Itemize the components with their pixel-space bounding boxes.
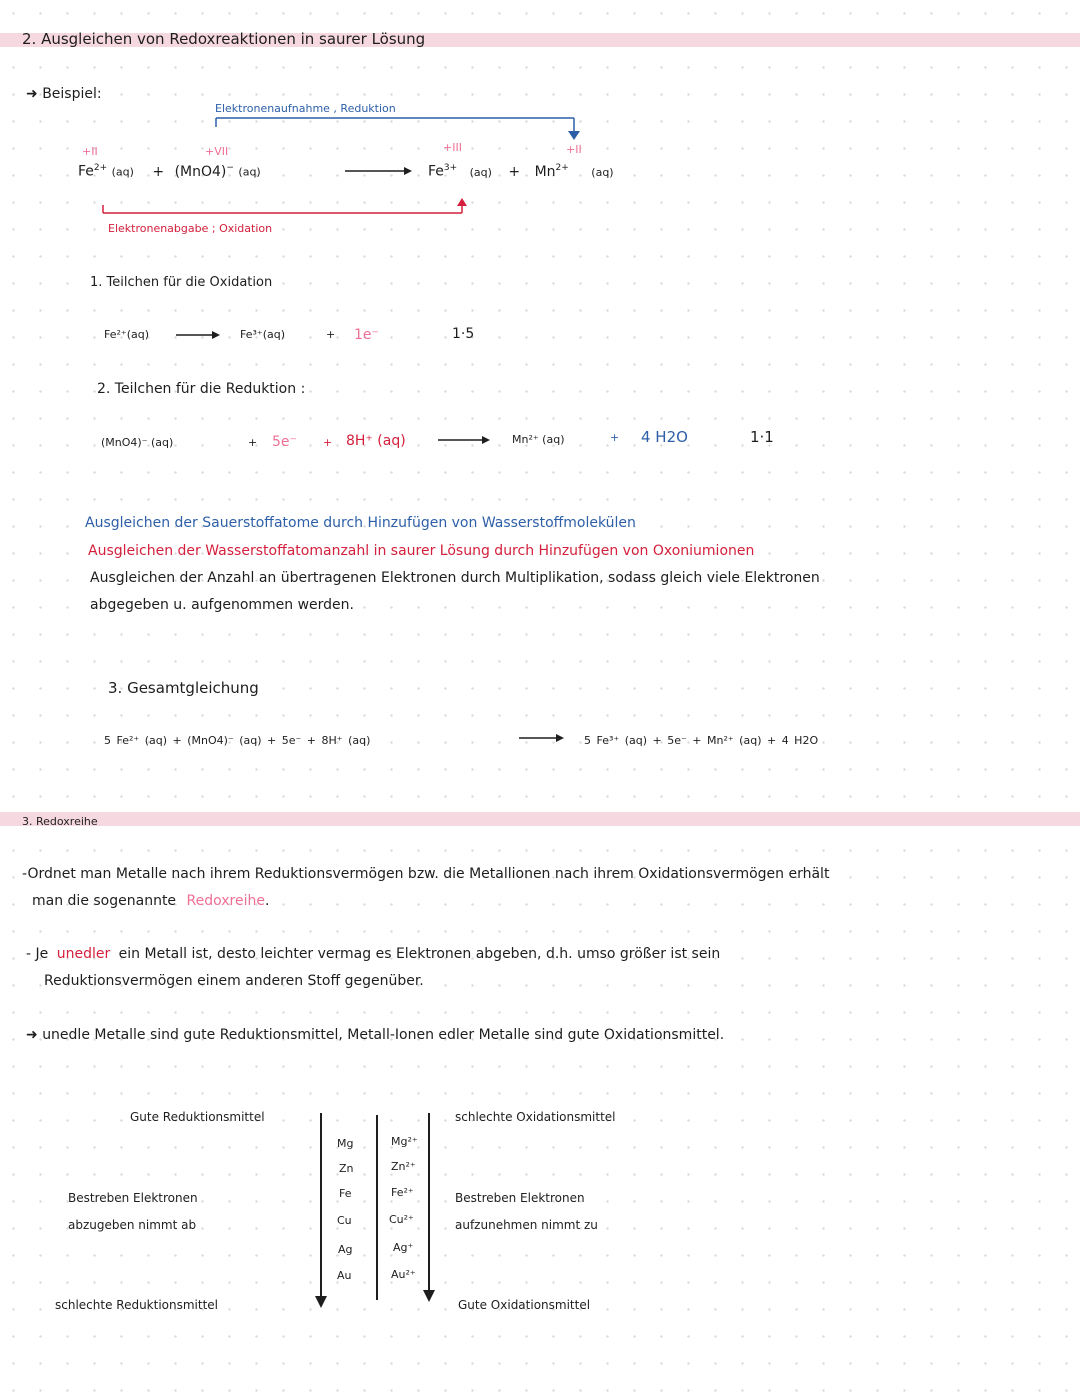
example-text: Beispiel: xyxy=(42,86,102,102)
step2-plus-3: + xyxy=(610,431,620,444)
reduction-label: Elektronenaufnahme , Reduktion xyxy=(215,102,396,115)
ion-1: Zn²⁺ xyxy=(391,1160,416,1173)
eq-plus-1: + xyxy=(152,163,165,180)
right-top-label: schlechte Oxidationsmittel xyxy=(455,1110,616,1124)
eq-mn: Mn xyxy=(534,163,556,180)
metal-5: Au xyxy=(337,1269,352,1282)
eq-mn-charge: 2+ xyxy=(555,163,569,173)
para2-rest: ein Metall ist, desto leichter vermag es Elektronen abgeben, d.h. umso größer ist sein xyxy=(118,946,721,962)
step2-mn: Mn²⁺ (aq) xyxy=(512,433,565,446)
ion-3: Cu²⁺ xyxy=(389,1213,414,1226)
metal-3: Cu xyxy=(337,1214,352,1227)
eq-mno4-charge: − xyxy=(226,163,234,173)
para2-line2: Reduktionsvermögen einem anderen Stoff gegenüber. xyxy=(44,973,424,989)
arrow-right-icon-2: ➜ xyxy=(26,1027,43,1043)
step2-arrow-head-icon xyxy=(482,436,490,444)
para3-text: unedle Metalle sind gute Reduktionsmittel, Metall-Ionen edler Metalle sind gute Oxidationsmittel. xyxy=(42,1027,725,1043)
total-arrow-head-icon xyxy=(556,734,564,742)
metal-0: Mg xyxy=(337,1137,354,1150)
para1-text: man die sogenannte xyxy=(32,893,177,909)
reduction-bracket xyxy=(216,118,574,134)
reduction-arrow-head-icon xyxy=(568,131,580,140)
eq-fe2-charge: 2+ xyxy=(93,163,108,173)
ox-num-mn: +II xyxy=(566,143,582,156)
step2-electrons: 5e⁻ xyxy=(272,434,297,450)
reducing-strength-arrow-head-icon xyxy=(315,1296,327,1308)
ox-num-fe2: +II xyxy=(82,145,98,158)
ion-0: Mg²⁺ xyxy=(391,1135,418,1148)
ox-num-mno4: +VII xyxy=(205,145,229,158)
step2-water: 4 H2O xyxy=(641,428,688,446)
main-reaction-arrow-head-icon xyxy=(404,167,412,175)
eq-mno4: (MnO4) xyxy=(174,163,227,180)
step1-ratio: 1·5 xyxy=(452,326,475,342)
eq-fe3-charge: 3+ xyxy=(443,163,458,173)
arrow-right-icon: ➜ xyxy=(26,86,43,102)
unedler-term: unedler xyxy=(56,946,111,962)
step1-title: 1. Teilchen für die Oxidation xyxy=(90,275,273,290)
oxidation-label: Elektronenabgabe ; Oxidation xyxy=(108,222,273,235)
oxidizing-strength-arrow-head-icon xyxy=(423,1290,435,1302)
step2-h: 8H⁺ (aq) xyxy=(346,433,406,449)
step2-left: (MnO4)⁻ (aq) xyxy=(101,436,174,449)
oxidation-arrow-head-icon xyxy=(457,198,467,206)
note-electrons-line2: abgegeben u. aufgenommen werden. xyxy=(90,597,354,613)
eq-fe2-state: (aq) xyxy=(111,165,134,179)
redoxreihe-term: Redoxreihe xyxy=(186,893,265,909)
oxidation-bracket xyxy=(103,204,462,213)
left-mid-label-2: abzugeben nimmt ab xyxy=(68,1218,197,1232)
para2-prefix: - Je xyxy=(26,946,49,962)
left-top-label: Gute Reduktionsmittel xyxy=(130,1110,265,1124)
right-mid-label-1: Bestreben Elektronen xyxy=(455,1191,585,1205)
ion-5: Au²⁺ xyxy=(391,1268,416,1281)
step2-plus-1: + xyxy=(248,436,258,449)
step3-title: 3. Gesamtgleichung xyxy=(108,679,259,697)
left-bottom-label: schlechte Reduktionsmittel xyxy=(55,1298,219,1312)
right-mid-label-2: aufzunehmen nimmt zu xyxy=(455,1218,598,1232)
para1-line1: -Ordnet man Metalle nach ihrem Reduktionsvermögen bzw. die Metallionen nach ihrem Oxidationsvermögen erhält xyxy=(22,866,830,882)
ion-4: Ag⁺ xyxy=(393,1241,414,1254)
step2-plus-2: + xyxy=(323,436,333,449)
step1-left: Fe²⁺(aq) xyxy=(104,328,150,341)
step2-title: 2. Teilchen für die Reduktion : xyxy=(97,381,306,397)
step1-plus: + xyxy=(326,328,336,341)
section2-heading: 2. Ausgleichen von Redoxreaktionen in saurer Lösung xyxy=(22,30,426,48)
eq-fe3: Fe xyxy=(428,163,444,180)
step1-arrow-head-icon xyxy=(212,331,220,339)
para1-end: . xyxy=(264,893,270,909)
step2-ratio: 1·1 xyxy=(750,428,774,446)
section3-heading: 3. Redoxreihe xyxy=(22,815,98,828)
eq-fe2: Fe xyxy=(78,163,94,180)
eq-fe3-state: (aq) xyxy=(469,165,492,179)
metal-1: Zn xyxy=(339,1162,354,1175)
ion-2: Fe²⁺ xyxy=(391,1186,414,1199)
metal-2: Fe xyxy=(339,1187,352,1200)
total-equation-left: 5 Fe²⁺ (aq) + (MnO4)⁻ (aq) + 5e⁻ + 8H⁺ (aq) xyxy=(104,734,371,747)
eq-mn-state: (aq) xyxy=(591,165,614,179)
ox-num-fe3: +III xyxy=(443,141,462,154)
step1-right: Fe³⁺(aq) xyxy=(240,328,286,341)
note-oxygen: Ausgleichen der Sauerstoffatome durch Hinzufügen von Wasserstoffmolekülen xyxy=(85,515,636,531)
eq-mno4-state: (aq) xyxy=(238,165,261,179)
metal-4: Ag xyxy=(338,1243,353,1256)
total-equation-right: 5 Fe³⁺ (aq) + 5e⁻ + Mn²⁺ (aq) + 4 H2O xyxy=(584,734,819,747)
left-mid-label-1: Bestreben Elektronen xyxy=(68,1191,198,1205)
step1-electron: 1e⁻ xyxy=(354,327,379,343)
note-electrons-line1: Ausgleichen der Anzahl an übertragenen Elektronen durch Multiplikation, sodass gleich viele Elektronen xyxy=(90,570,820,586)
right-bottom-label: Gute Oxidationsmittel xyxy=(458,1298,591,1312)
eq-plus-2: + xyxy=(508,163,521,180)
note-hydrogen: Ausgleichen der Wasserstoffatomanzahl in saurer Lösung durch Hinzufügen von Oxoniumionen xyxy=(88,543,755,559)
